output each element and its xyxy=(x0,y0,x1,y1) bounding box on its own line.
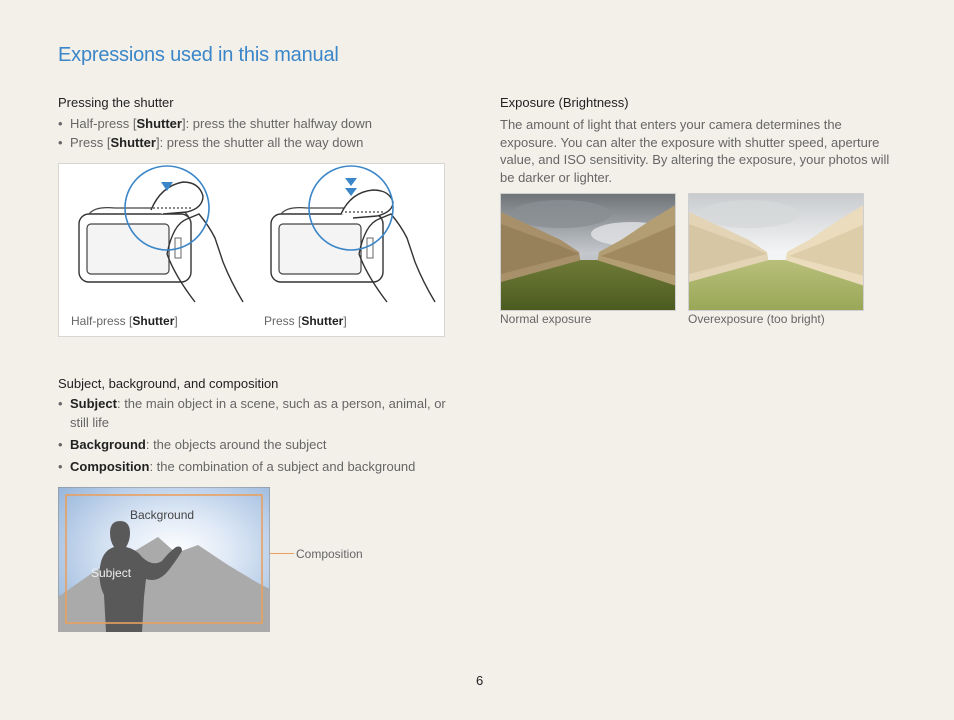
section-heading-subject: Subject, background, and composition xyxy=(58,376,279,391)
list-item: • Subject: the main object in a scene, such as a person, animal, or still life xyxy=(58,394,454,432)
composition-label: Composition xyxy=(296,547,363,561)
normal-exposure-caption: Normal exposure xyxy=(500,312,592,326)
press-arrow-icon xyxy=(345,178,357,186)
page-title: Expressions used in this manual xyxy=(58,44,339,66)
half-press-illustration xyxy=(75,164,255,309)
exposure-description: The amount of light that enters your camera determines the exposure. You can alter the exposure with shutter speed, aperture value, and ISO sensitivity. By altering the exposure, your photos will be darker or lighter. xyxy=(500,117,890,185)
section-heading-exposure: Exposure (Brightness) xyxy=(500,95,629,110)
full-press-illustration xyxy=(267,164,447,309)
subject-bullet-list xyxy=(58,394,454,479)
section-heading-shutter: Pressing the shutter xyxy=(58,95,174,110)
composition-leader-line xyxy=(270,553,294,554)
list-item: • Press [Shutter]: press the shutter all the way down xyxy=(58,133,448,152)
composition-diagram xyxy=(58,487,270,632)
list-item: • Background: the objects around the subject xyxy=(58,435,454,454)
overexposure-photo xyxy=(688,193,864,311)
subject-label: Subject xyxy=(91,566,132,580)
press-arrow-icon xyxy=(345,188,357,196)
half-press-caption: Half-press [Shutter] xyxy=(71,314,178,328)
overexposure-caption: Overexposure (too bright) xyxy=(688,312,825,326)
background-label: Background xyxy=(130,508,195,522)
shutter-bullet-list xyxy=(58,114,448,152)
shutter-illustration-box xyxy=(58,163,445,337)
full-press-caption: Press [Shutter] xyxy=(264,314,347,328)
normal-exposure-photo xyxy=(500,193,676,311)
list-item: • Composition: the combination of a subject and background xyxy=(58,457,454,476)
list-item: • Half-press [Shutter]: press the shutter halfway down xyxy=(58,114,448,133)
page-number: 6 xyxy=(476,673,484,688)
